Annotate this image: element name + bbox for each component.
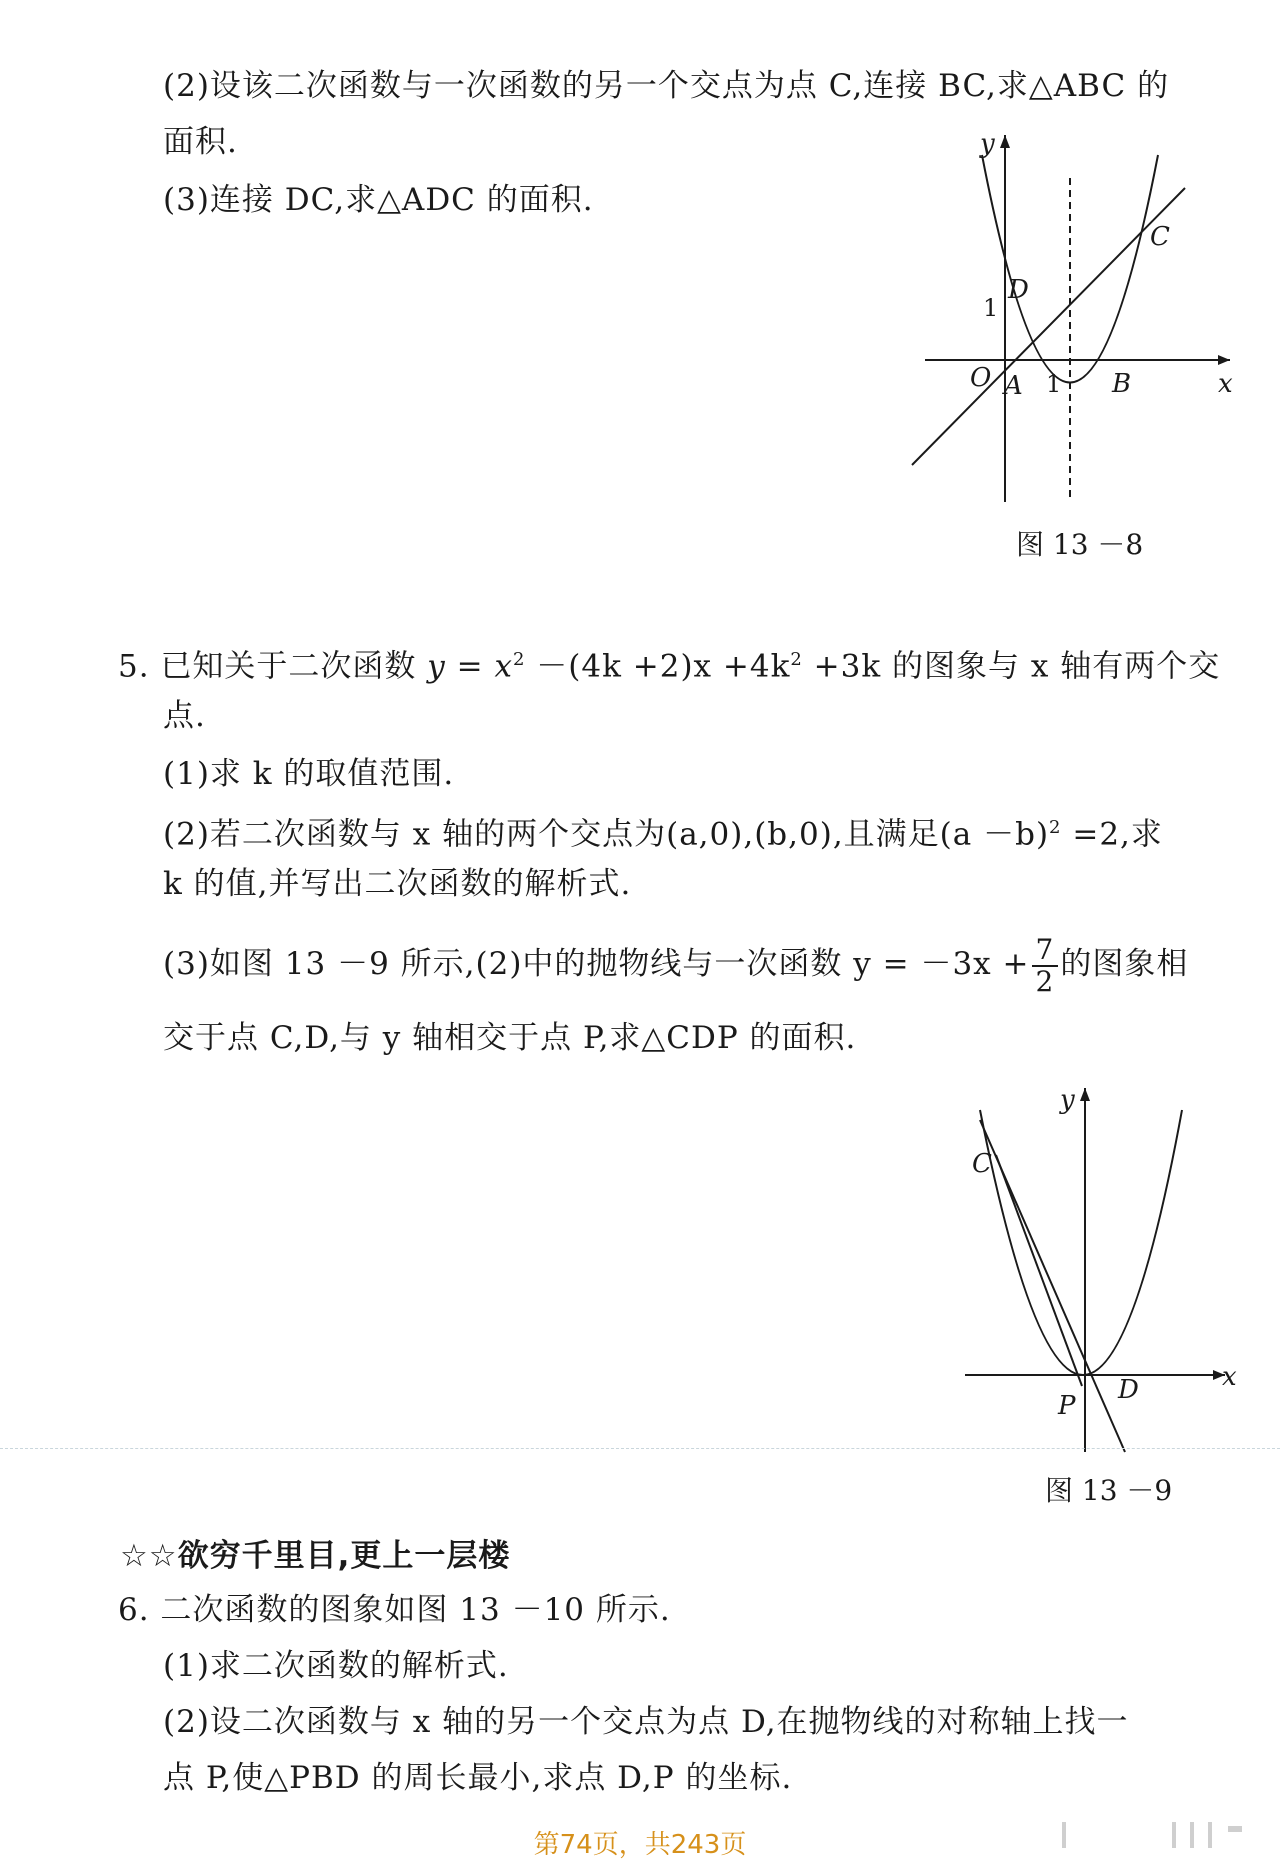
figure-13-8 — [900, 130, 1240, 530]
q5-stem-d: +3k 的图象与 x 轴有两个交 — [802, 648, 1221, 685]
y-axis-label: y — [980, 130, 995, 159]
x-tick-1: 1 — [1046, 370, 1062, 398]
point-p-label: P — [1058, 1391, 1076, 1421]
point-b-label: B — [1112, 369, 1132, 399]
y-tick-1: 1 — [983, 294, 999, 322]
q5-part2-a: (2)若二次函数与 x 轴的两个交点为(a,0),(b,0),且满足(a －b) — [163, 816, 1050, 853]
q4-part2-line2: 面积. — [163, 124, 238, 160]
q6-part2-line2: 点 P,使△PBD 的周长最小,求点 D,P 的坐标. — [163, 1760, 793, 1796]
q6-stem: 6. 二次函数的图象如图 13 －10 所示. — [118, 1592, 671, 1628]
line-ac — [912, 188, 1185, 465]
parabola — [980, 1110, 1182, 1375]
figure-13-9-caption: 图 13 －9 — [1045, 1474, 1173, 1507]
q5-part3-a: (3)如图 13 －9 所示,(2)中的抛物线与一次函数 y = －3x + — [163, 946, 1030, 982]
x-axis-label: x — [1222, 1362, 1237, 1392]
q4-part2-line1: (2)设该二次函数与一次函数的另一个交点为点 C,连接 BC,求△ABC 的 — [163, 68, 1170, 104]
q5-part2-line1 — [163, 808, 1163, 854]
q4-part3: (3)连接 DC,求△ADC 的面积. — [163, 182, 594, 218]
q5-stem-line2: 点. — [163, 698, 206, 734]
figure-13-9 — [960, 1080, 1250, 1460]
point-a-label: A — [1004, 371, 1023, 401]
page-indicator: 第74页，共243页 — [533, 1830, 747, 1860]
q6-part1: (1)求二次函数的解析式. — [163, 1648, 509, 1684]
segment-cp — [996, 1155, 1082, 1386]
q5-stem-b: y = x — [427, 648, 513, 685]
fraction-denominator: 2 — [1035, 964, 1055, 998]
q5-stem-sup1: 2 — [512, 649, 526, 670]
figure-13-8-caption: 图 13 －8 — [1016, 528, 1144, 561]
page-divider — [0, 1448, 1280, 1449]
q5-stem-line1 — [118, 640, 1220, 686]
q5-part1: (1)求 k 的取值范围. — [163, 756, 455, 792]
y-axis-label: y — [1060, 1085, 1075, 1115]
q5-part3-line1 — [163, 930, 1188, 998]
q5-part3-line2: 交于点 C,D,与 y 轴相交于点 P,求△CDP 的面积. — [163, 1020, 857, 1056]
point-d-label: D — [1118, 1375, 1139, 1405]
q5-stem-sup2: 2 — [790, 649, 803, 670]
q5-part3-b: 的图象相 — [1060, 946, 1189, 982]
origin-label: O — [970, 363, 992, 393]
q6-part2-line1: (2)设二次函数与 x 轴的另一个交点为点 D,在抛物线的对称轴上找一 — [163, 1704, 1129, 1740]
q5-stem-a: 已知关于二次函数 — [160, 648, 428, 685]
section-heading: ☆☆欲穷千里目,更上一层楼 — [120, 1538, 511, 1574]
fraction-7-2 — [1032, 932, 1059, 998]
point-c-label: C — [972, 1149, 992, 1179]
q5-part2-sup: 2 — [1049, 817, 1062, 838]
q5-part2-line2: k 的值,并写出二次函数的解析式. — [163, 866, 632, 902]
point-d-label: D — [1008, 275, 1029, 305]
q5-part2-b: =2,求 — [1061, 816, 1163, 853]
q5-stem-c: －(4k +2)x +4k — [525, 648, 791, 685]
point-c-label: C — [1150, 222, 1170, 252]
x-axis-label: x — [1218, 369, 1233, 399]
fraction-numerator: 7 — [1032, 935, 1059, 967]
q5-number: 5. — [118, 648, 150, 685]
